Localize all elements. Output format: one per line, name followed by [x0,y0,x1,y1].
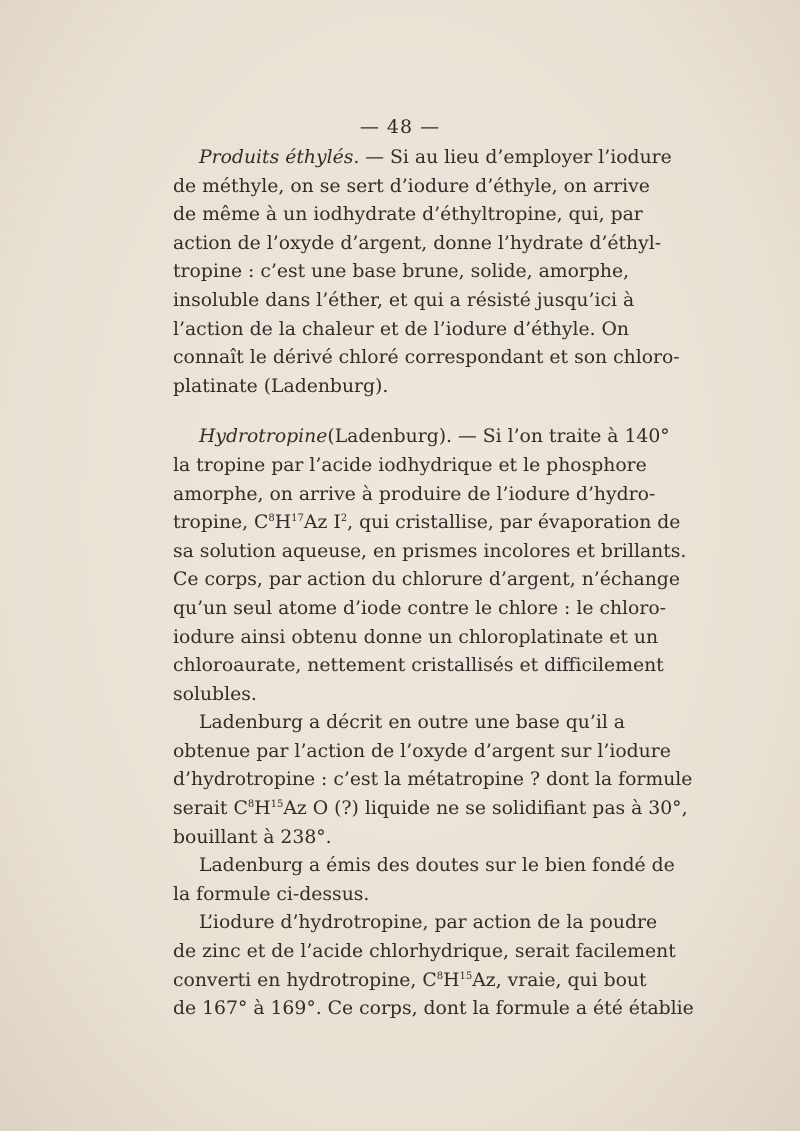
text-line: sa solution aqueuse, en prismes incolores et brillants. [173,540,687,562]
text-line: serait $C^8H^{15}Az$ O (?) liquide ne se solidifiant pas à 30°, [173,798,688,820]
text-line: iodure ainsi obtenu donne un chloroplatinate et un [173,626,659,648]
text-line: bouillant à 238°. [173,826,332,848]
text-line: platinate (Ladenburg). [173,375,389,397]
text-line: de zinc et de l’acide chlorhydrique, serait facilement [173,941,676,963]
text-line: tropine, $C^8H^{17}Az$ $I^2$, qui cristallise, par évaporation de [173,512,681,534]
text-line: Ce corps, par action du chlorure d’argent, n’échange [173,569,680,591]
text-line: solubles. [173,683,257,705]
section-heading-hydrotropine: Hydrotropine [199,426,328,448]
text-line: obtenue par l’action de l’oxyde d’argent sur l’iodure [173,740,671,762]
text-line: la formule ci-dessus. [173,883,370,905]
text-line: connaît le dérivé chloré correspondant et son chloro- [173,347,680,369]
text-line: Hydrotropine(Ladenburg). — Si l’on traite à 140° [199,426,670,448]
text-line: de 167° à 169°. Ce corps, dont la formule a été établie [173,998,694,1020]
body-text [173,144,694,1024]
text-line: Ladenburg a émis des doutes sur le bien fondé de [199,855,675,877]
text-line: amorphe, on arrive à produire de l’iodure d’hydro- [173,483,656,505]
text-line: converti en hydrotropine, $C^8H^{15}Az$, vraie, qui bout [173,969,647,991]
text-line: Produits éthylés. — Si au lieu d’employer l’iodure [199,147,672,168]
text-line: de même à un iodhydrate d’éthyltropine, qui, par [173,204,643,226]
text-line: d’hydrotropine : c’est la métatropine ? dont la formule [173,769,693,791]
page-number: — 48 — [359,116,441,138]
text-line: tropine : c’est une base brune, solide, amorphe, [173,261,630,283]
section-heading-ethyl-products: Produits éthylés. [199,147,360,168]
text-line: la tropine par l’acide iodhydrique et le phosphore [173,454,647,476]
text-line: chloroaurate, nettement cristallisés et difficilement [173,655,664,677]
text-line: l’action de la chaleur et de l’iodure d’éthyle. On [173,318,630,340]
text-line: action de l’oxyde d’argent, donne l’hydrate d’éthyl- [173,232,662,254]
text-line: de méthyle, on se sert d’iodure d’éthyle, on arrive [173,175,650,197]
text-line: insoluble dans l’éther, et qui a résisté jusqu’ici à [173,289,635,311]
text-line: L’iodure d’hydrotropine, par action de la poudre [199,912,658,934]
text-line: Ladenburg a décrit en outre une base qu’il a [199,712,625,734]
text-line: qu’un seul atome d’iode contre le chlore : le chloro- [173,597,666,619]
